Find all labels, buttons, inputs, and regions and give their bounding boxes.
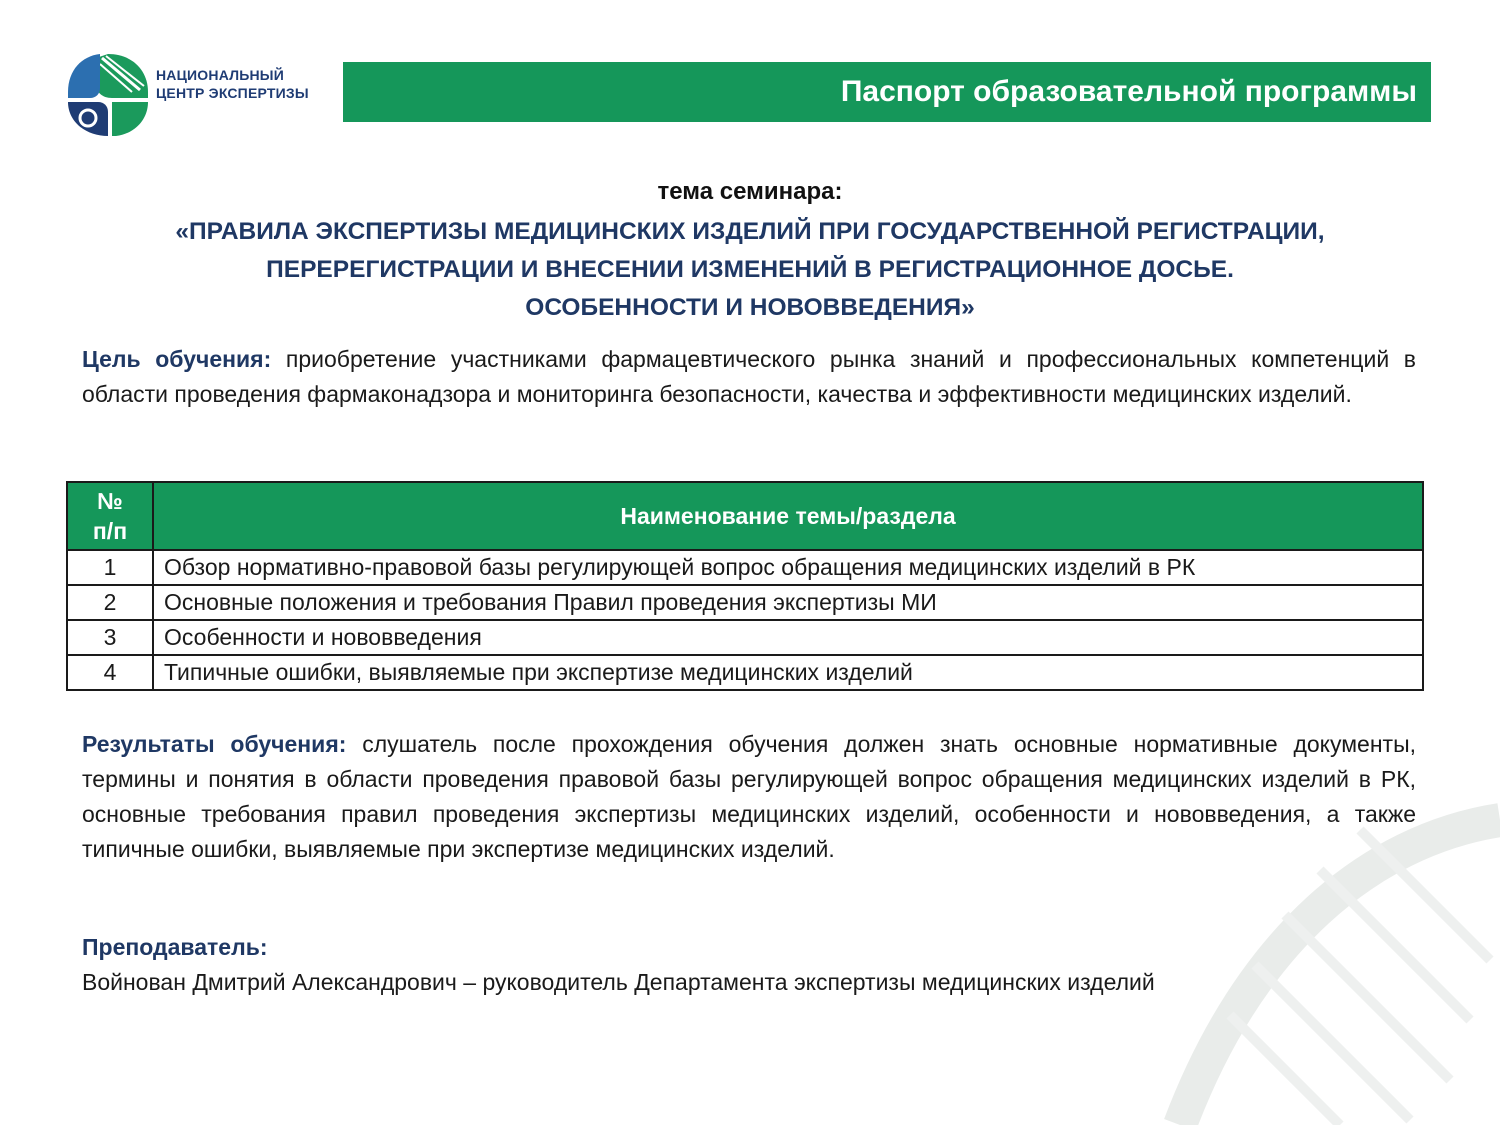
results-text: слушатель после прохождения обучения должен знать основные нормативные документы, термины и понятия в области проведения правовой базы регулирующей вопрос обращения медицинских изделий в РК, основные требования правил проведения экспертизы медицинских изделий, особенности и нововведения, а также типичные ошибки, выявляемые при экспертизе медицинских изделий.: [82, 731, 1416, 862]
goal-text: приобретение участниками фармацевтического рынка знаний и профессиональных компетенций в области проведения фармаконадзора и мониторинга безопасности, качества и эффективности медицинских изделий.: [82, 346, 1417, 407]
national-center-logo-icon: [62, 48, 154, 140]
seminar-title: [75, 213, 1425, 327]
header-number-label: № п/п: [92, 488, 128, 544]
row-topic: Особенности и нововведения: [153, 620, 1423, 655]
row-topic: Основные положения и требования Правил проведения экспертизы МИ: [153, 585, 1423, 620]
header-number: [67, 482, 153, 550]
header-topic: Наименование темы/раздела: [153, 482, 1423, 550]
goal-paragraph: [82, 342, 1416, 412]
topics-table: [66, 481, 1424, 691]
seminar-label: тема семинара:: [657, 178, 843, 205]
table-row: [67, 655, 1423, 690]
teacher-label: Преподаватель:: [82, 934, 268, 960]
logo: [62, 48, 322, 140]
logo-line2: ЦЕНТР ЭКСПЕРТИЗЫ: [156, 85, 309, 101]
seminar-title-line: ОСОБЕННОСТИ И НОВОВВЕДЕНИЯ»: [525, 294, 975, 321]
seminar-title-line: ПЕРЕРЕГИСТРАЦИИ И ВНЕСЕНИИ ИЗМЕНЕНИЙ В РЕГИСТРАЦИОННОЕ ДОСЬЕ.: [266, 256, 1234, 283]
table-header-row: [67, 482, 1423, 550]
table-row: [67, 585, 1423, 620]
row-number: 1: [67, 550, 153, 585]
row-number: 3: [67, 620, 153, 655]
logo-watermark-icon: [1120, 760, 1500, 1125]
row-topic: Типичные ошибки, выявляемые при экспертизе медицинских изделий: [153, 655, 1423, 690]
page-title: Паспорт образовательной программы: [840, 75, 1417, 108]
table-row: [67, 620, 1423, 655]
results-label: Результаты обучения:: [82, 731, 347, 757]
teacher-value: Войнован Дмитрий Александрович – руководитель Департамента экспертизы медицинских изделий: [82, 969, 1155, 995]
table-row: [67, 550, 1423, 585]
goal-label: Цель обучения:: [82, 346, 272, 372]
row-number: 4: [67, 655, 153, 690]
row-topic: Обзор нормативно-правовой базы регулирующей вопрос обращения медицинских изделий в РК: [153, 550, 1423, 585]
header-bar: [343, 62, 1431, 122]
logo-name: [156, 66, 309, 102]
seminar-title-line: «ПРАВИЛА ЭКСПЕРТИЗЫ МЕДИЦИНСКИХ ИЗДЕЛИЙ ПРИ ГОСУДАРСТВЕННОЙ РЕГИСТРАЦИИ,: [175, 218, 1325, 245]
row-number: 2: [67, 585, 153, 620]
logo-line1: НАЦИОНАЛЬНЫЙ: [156, 67, 284, 83]
